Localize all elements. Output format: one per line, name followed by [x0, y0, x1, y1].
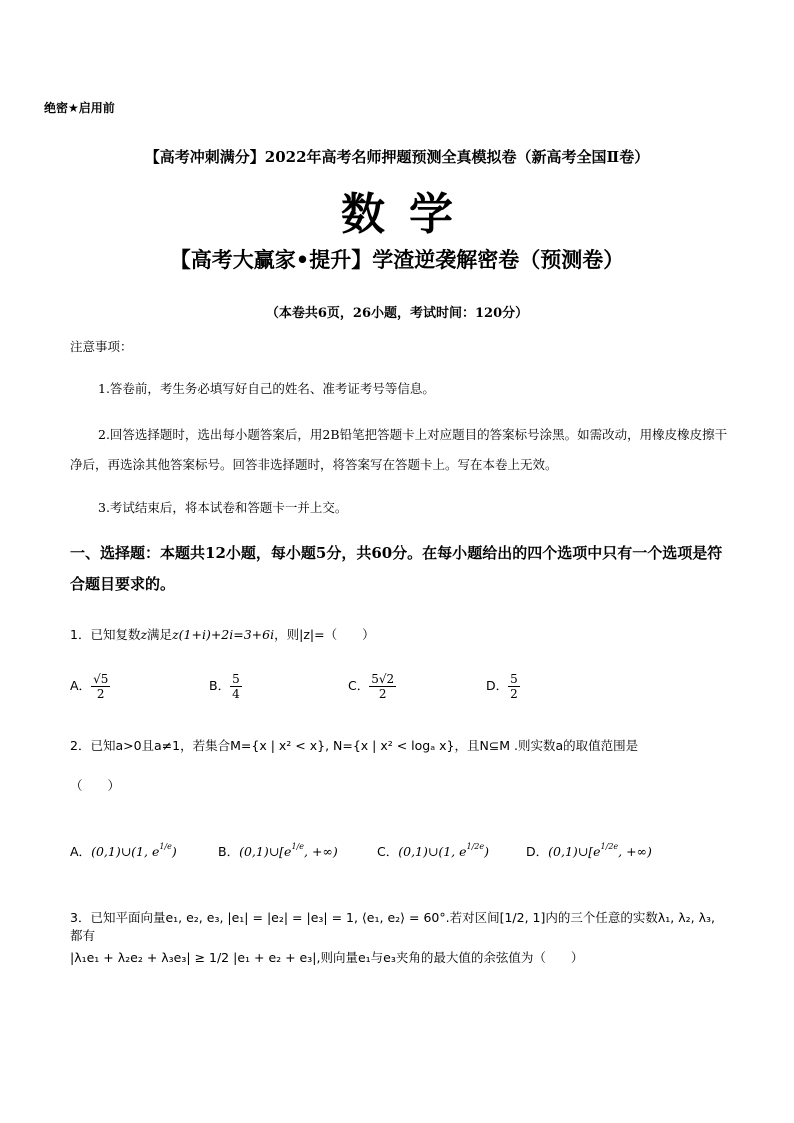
subject-title: 数学	[341, 189, 477, 240]
exam-banner: 【高考冲刺满分】2022年高考名师押题预测全真模拟卷（新高考全国Ⅱ卷）	[144, 148, 650, 166]
question-1-option-d: D． $\frac{5}{2}$	[486, 672, 518, 701]
question-2-option-a: A．(0,1)∪(1, $e^{1/e}$)	[70, 842, 177, 859]
section-title: 一、选择题：本题共12小题，每小题5分，共60分。在每小题给出的四个选项中只有一个选项是符合题目要求的。	[70, 544, 723, 593]
question-2-option-d: D．$(0,1)\cup[e^{1/2e}$, +∞)	[526, 842, 652, 859]
question-2-blank: （ ）	[70, 778, 121, 793]
question-2-option-b: B．$(0,1)\cup[e^{1/e}$, +∞)	[218, 842, 338, 859]
notes-heading: 注意事项：	[70, 339, 133, 354]
question-2-option-c: C．(0,1)∪(1, $e^{1/2e}$)	[377, 842, 490, 859]
confidential-label: 绝密★启用前	[44, 101, 115, 115]
question-3-line-1: 3．已知平面向量e₁, e₂, e₃, |e₁| = |e₂| = |e₃| = 1, ⟨e₁, e₂⟩ = 60°.若对区间[1/2, 1]内的三个任意的实数λ₁, λ₂, λ₃, 都有	[70, 910, 715, 943]
exam-subtitle: 【高考大赢家•提升】学渣逆袭解密卷（预测卷）	[169, 248, 625, 272]
question-1-stem: 1．已知复数z满足z(1+i)+2i=3+6i，则|z|=（ ）	[70, 627, 375, 642]
question-1-option-a: A． $\frac{√5}{2}$	[70, 672, 109, 701]
note-item: 1.答卷前，考生务必填写好自己的姓名、准考证考号等信息。	[98, 381, 435, 396]
exam-meta: （本卷共6页，26小题，考试时间：120分）	[265, 306, 529, 321]
question-1-option-b: B． $\frac{5}{4}$	[209, 672, 240, 701]
question-3-line-2: |λ₁e₁ + λ₂e₂ + λ₃e₃| ≥ 1/2 |e₁ + e₂ + e₃|,则向量e₁与e₃夹角的最大值的余弦值为（ ）	[70, 950, 584, 965]
question-1-option-c: C． $\frac{5√2}{2}$	[348, 672, 395, 701]
note-item: 2.回答选择题时，选出每小题答案后，用2B铅笔把答题卡上对应题目的答案标号涂黑。如需改动，用橡皮橡皮擦干净后，再选涂其他答案标号。回答非选择题时，将答案写在答题卡上。写在本卷上无效。	[70, 427, 728, 472]
question-2-stem: 2．已知a>0且a≠1，若集合M={x | x² < x}, N={x | x² < logₐ x}，且N⊆M .则实数a的取值范围是	[70, 738, 639, 753]
note-item: 3.考试结束后，将本试卷和答题卡一并上交。	[98, 500, 348, 515]
